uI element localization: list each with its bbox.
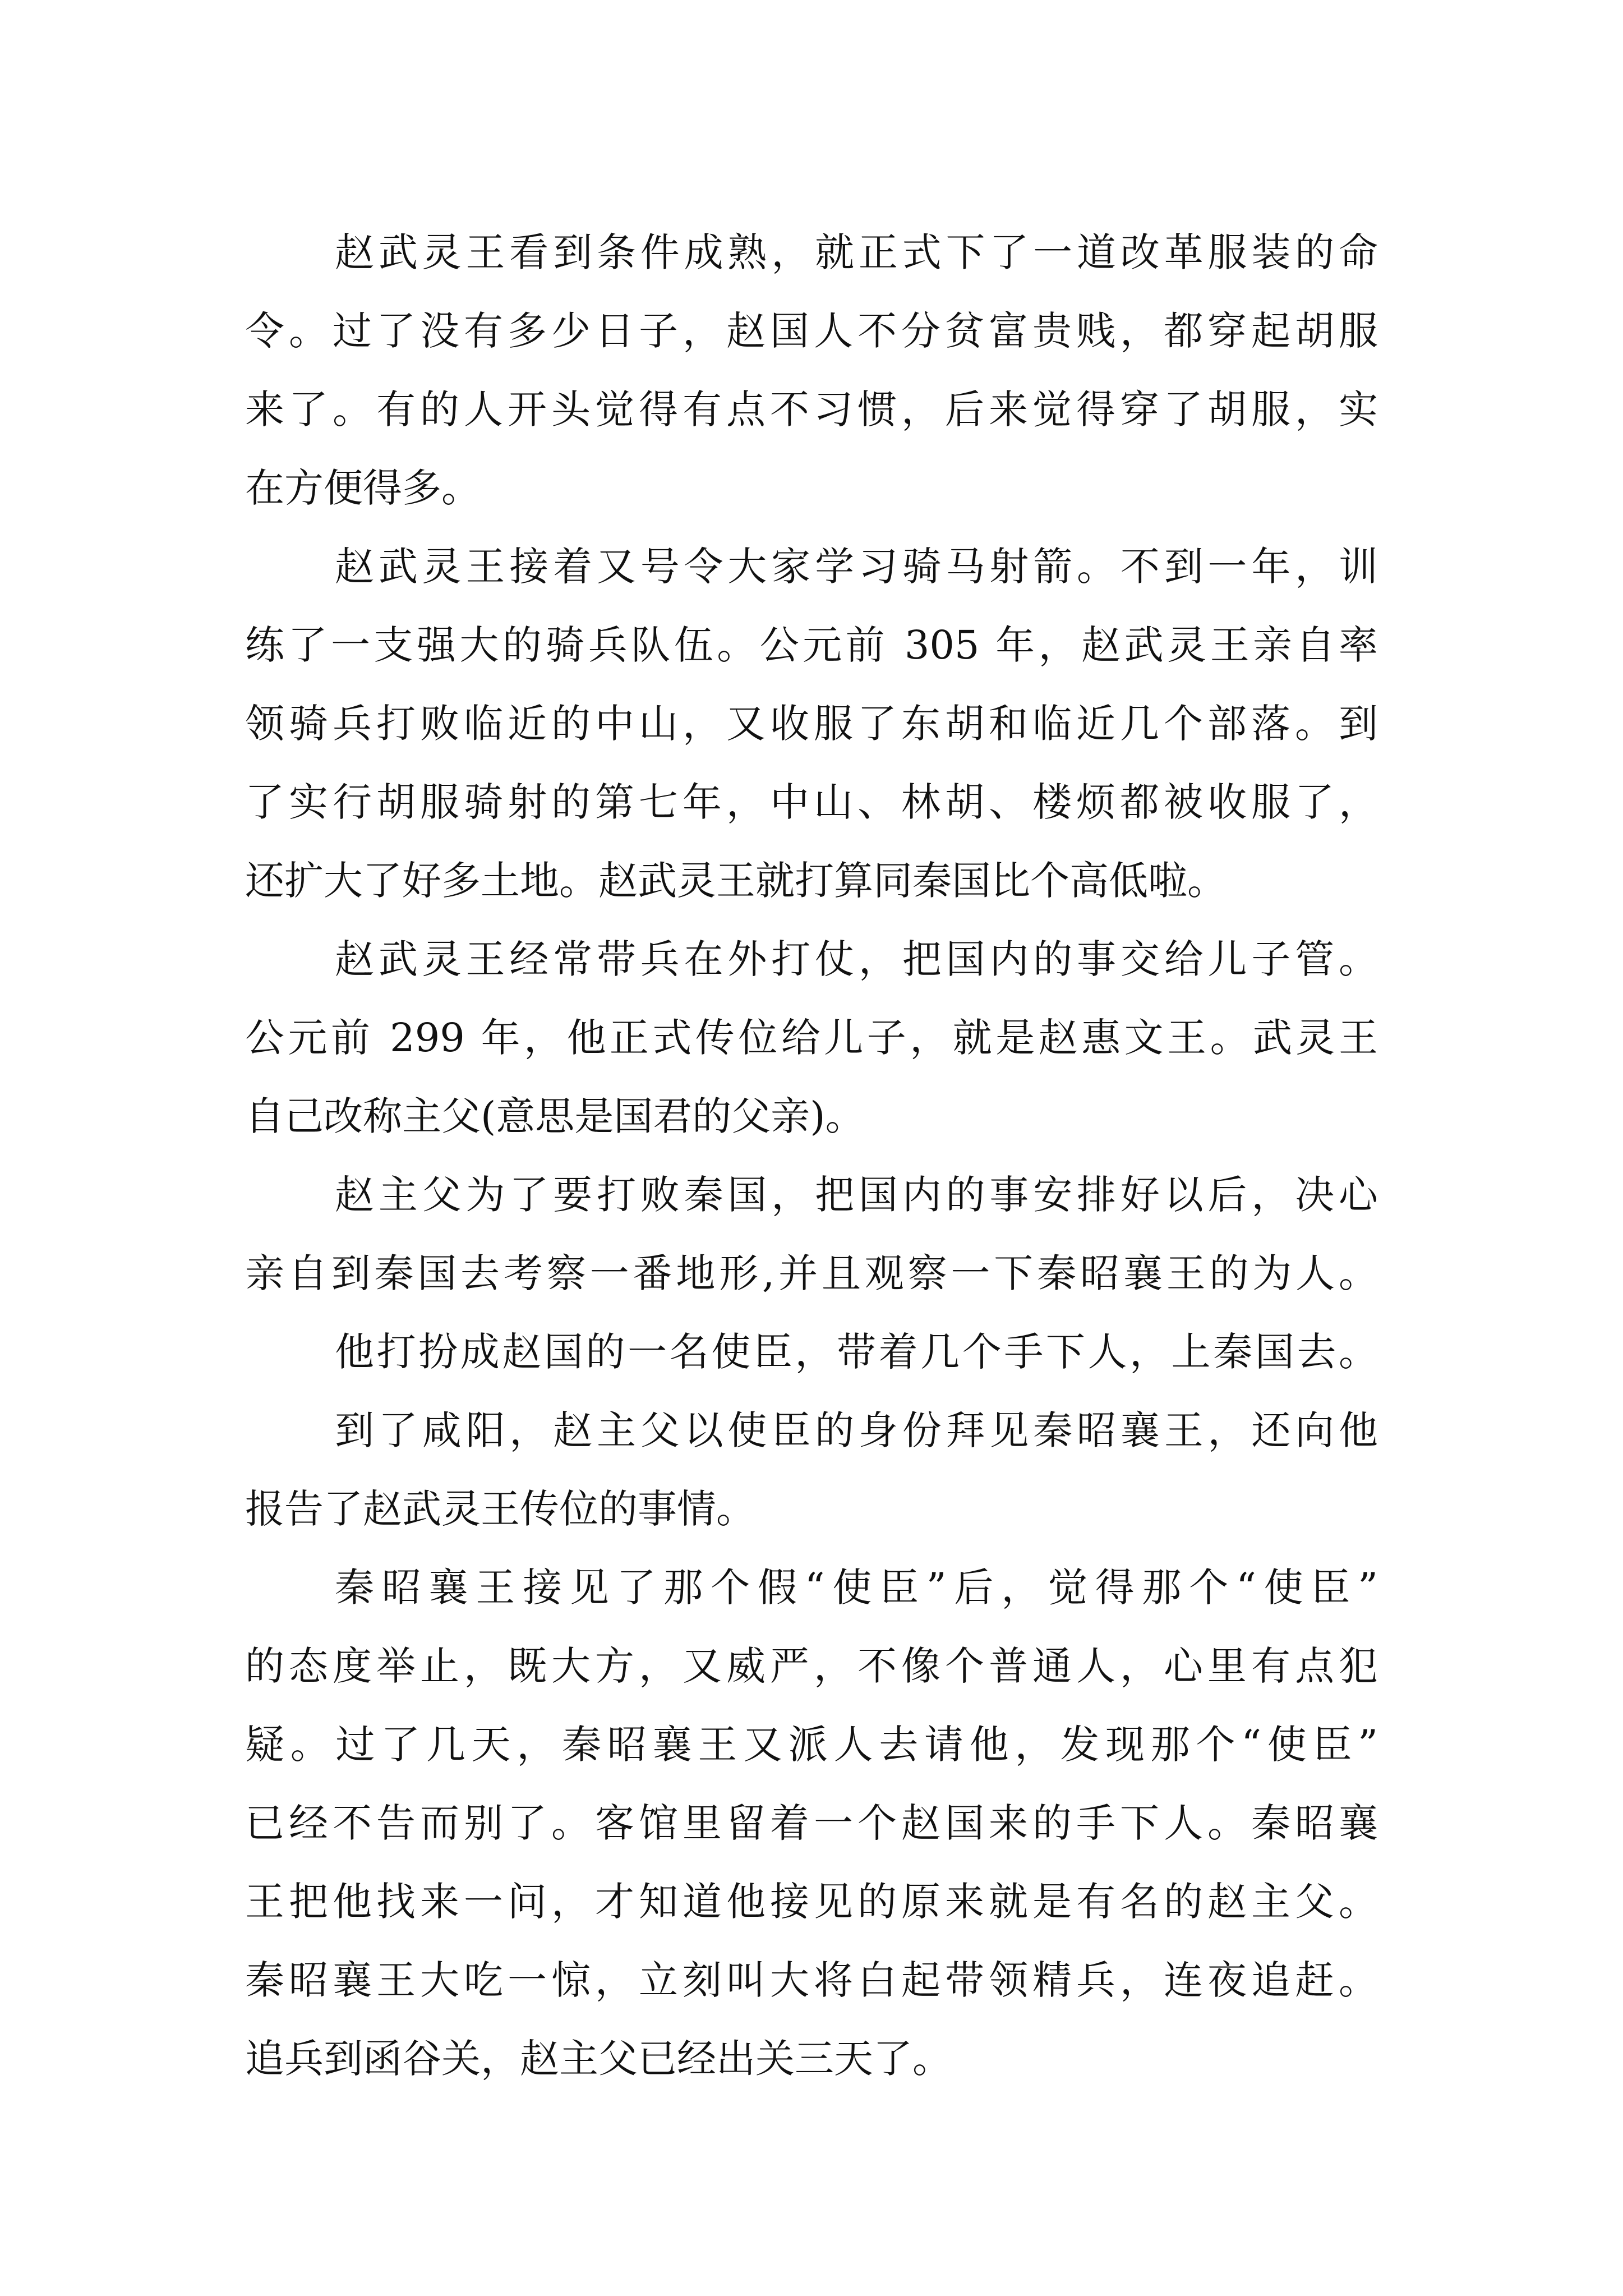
text-line: 报告了赵武灵王传位的事情。	[245, 1486, 755, 1532]
text-line: 赵主父为了要打败秦国，把国内的事安排好以后，决心	[335, 1172, 1378, 1218]
paragraph	[245, 1156, 1378, 1313]
paragraph	[245, 1313, 1378, 1391]
text-line: 赵武灵王接着又号令大家学习骑马射箭。不到一年，训	[335, 544, 1378, 590]
text-line: 疑。过了几天，秦昭襄王又派人去请他，发现那个“使臣”	[245, 1722, 1378, 1768]
paragraph	[245, 920, 1378, 1156]
text-line: 赵武灵王看到条件成熟，就正式下了一道改革服装的命	[335, 229, 1378, 275]
document-body	[245, 213, 1378, 2098]
paragraph	[245, 1548, 1378, 2098]
paragraph	[245, 1391, 1378, 1548]
text-line: 亲自到秦国去考察一番地形,并且观察一下秦昭襄王的为人。	[245, 1250, 1378, 1296]
text-line: 公元前 299 年，他正式传位给儿子，就是赵惠文王。武灵王	[245, 1015, 1378, 1061]
paragraph	[245, 213, 1378, 527]
paragraph	[245, 527, 1378, 920]
text-line: 练了一支强大的骑兵队伍。公元前 305 年，赵武灵王亲自率	[245, 622, 1378, 668]
text-line: 了实行胡服骑射的第七年，中山、林胡、楼烦都被收服了，	[245, 779, 1378, 825]
text-line: 领骑兵打败临近的中山，又收服了东胡和临近几个部落。到	[245, 701, 1378, 747]
text-line: 已经不告而别了。客馆里留着一个赵国来的手下人。秦昭襄	[245, 1800, 1378, 1846]
text-line: 到了咸阳，赵主父以使臣的身份拜见秦昭襄王，还向他	[335, 1407, 1378, 1453]
text-line: 来了。有的人开头觉得有点不习惯，后来觉得穿了胡服，实	[245, 386, 1378, 432]
text-line: 还扩大了好多土地。赵武灵王就打算同秦国比个高低啦。	[245, 858, 1227, 904]
text-line: 赵武灵王经常带兵在外打仗，把国内的事交给儿子管。	[335, 936, 1378, 982]
text-line: 自己改称主父(意思是国君的父亲)。	[245, 1093, 865, 1139]
text-line: 令。过了没有多少日子，赵国人不分贫富贵贱，都穿起胡服	[245, 308, 1378, 354]
text-line: 他打扮成赵国的一名使臣，带着几个手下人，上秦国去。	[335, 1329, 1378, 1375]
text-line: 秦昭襄王接见了那个假“使臣”后，觉得那个“使臣”	[335, 1565, 1378, 1611]
text-line: 在方便得多。	[245, 465, 481, 511]
text-line: 秦昭襄王大吃一惊，立刻叫大将白起带领精兵，连夜追赶。	[245, 1957, 1378, 2003]
text-line: 王把他找来一问，才知道他接见的原来就是有名的赵主父。	[245, 1879, 1378, 1925]
text-line: 追兵到函谷关，赵主父已经出关三天了。	[245, 2036, 952, 2082]
text-line: 的态度举止，既大方，又威严，不像个普通人，心里有点犯	[245, 1643, 1378, 1689]
